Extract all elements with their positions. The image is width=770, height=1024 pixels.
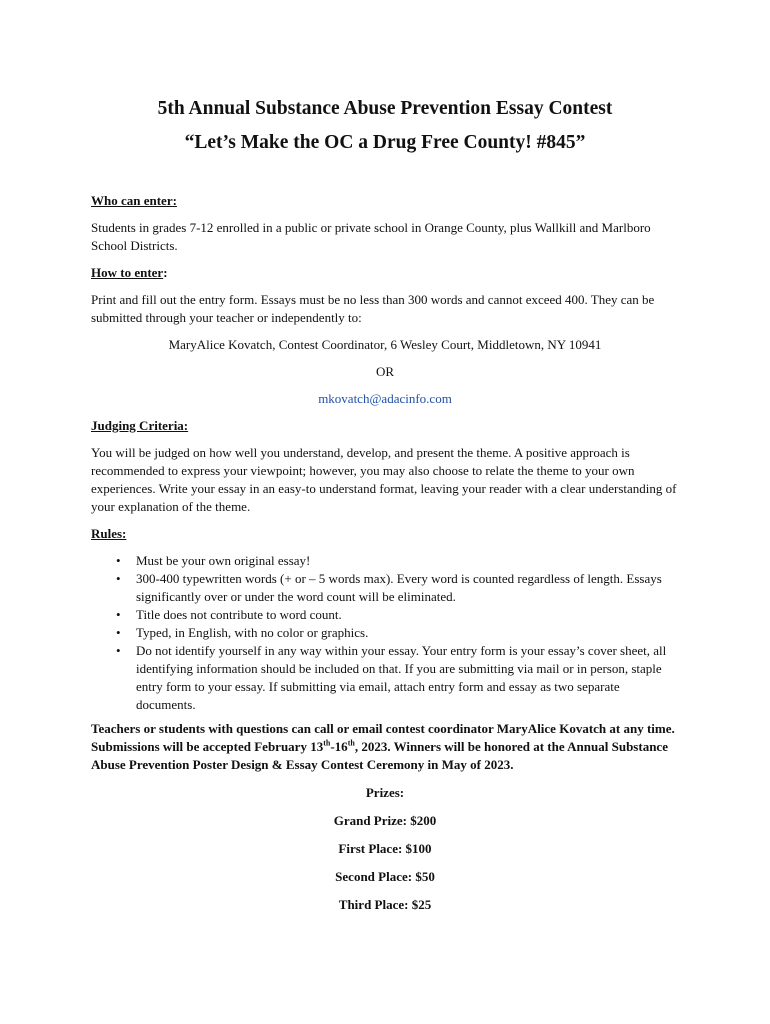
notice-part-2: -16 [330,739,348,754]
bullet-icon: • [116,643,121,658]
list-item [91,606,679,624]
judging-criteria-heading: Judging Criteria: [91,418,189,433]
bullet-icon: • [116,625,121,640]
grand-prize: Grand Prize: $200 [333,813,437,828]
notice-part-1: Teachers or students with questions can call or email contest coordinator MaryAlice Kovatch at any time. Submissions will be accepted February 13 [91,721,675,754]
second-place: Second Place: $50 [335,869,435,884]
list-item [91,552,679,570]
document-page [91,92,679,924]
rule-text: Do not identify yourself in any way within your essay. Your entry form is your essay’s cover sheet, all identifying information should be included on that. If you are submitting via mail or in person, staple entry form to your essay. If submitting via email, attach entry form and essay as two separate documents. [136,643,667,712]
rules-list [91,552,679,714]
bullet-icon: • [116,607,121,622]
prizes-section [91,784,679,914]
who-can-enter-heading [91,192,679,210]
contact-notice [91,720,679,774]
rules-section [91,525,679,714]
notice-part-3: , 2023. Winners will be honored at the Annual Substance Abuse Prevention Poster Design & Essay Contest Ceremony in May of 2023. [91,739,668,772]
list-item [91,624,679,642]
list-item [91,570,679,606]
email-line [91,390,679,408]
who-heading-colon: : [172,193,177,208]
judging-criteria-section [91,417,679,516]
how-to-enter-text: Print and fill out the entry form. Essays must be no less than 300 words and cannot exceed 400. They can be submitted through your teacher or independently to: [91,292,655,325]
how-heading-colon: : [163,265,168,280]
rule-text: 300-400 typewritten words (+ or – 5 words max). Every word is counted regardless of length. Essays significantly over or under the word count will be eliminated. [136,571,662,604]
rule-text: Typed, in English, with no color or graphics. [136,625,369,640]
how-to-enter-section [91,264,679,408]
rule-text: Must be your own original essay! [136,553,311,568]
judging-criteria-text: You will be judged on how well you understand, develop, and present the theme. A positive approach is recommended to express your viewpoint; however, you may also choose to relate the theme to your own experiences. Write your essay in an easy-to understand format, leaving your reader with a clear understanding of your explanation of the theme. [91,445,677,514]
contest-title: 5th Annual Substance Abuse Prevention Essay Contest [157,98,613,119]
contest-subtitle: “Let’s Make the OC a Drug Free County! #845” [184,132,586,153]
who-can-enter-section [91,192,679,255]
rule-text: Title does not contribute to word count. [136,607,342,622]
list-item [91,642,679,714]
email-link[interactable]: mkovatch@adacinfo.com [318,391,452,406]
prizes-heading: Prizes: [365,785,405,800]
or-separator: OR [375,364,395,379]
third-place: Third Place: $25 [338,897,432,912]
who-heading-text: Who can enter [91,193,173,208]
who-can-enter-text: Students in grades 7-12 enrolled in a public or private school in Orange County, plus Wallkill and Marlboro School Districts. [91,220,651,253]
how-to-enter-heading [91,264,679,282]
first-place: First Place: $100 [338,841,432,856]
mailing-address: MaryAlice Kovatch, Contest Coordinator, 6 Wesley Court, Middletown, NY 10941 [168,337,602,352]
rules-heading: Rules: [91,526,127,541]
bullet-icon: • [116,553,121,568]
bullet-icon: • [116,571,121,586]
how-heading-text: How to enter [91,265,164,280]
notice-sup-2: th [347,738,355,748]
notice-sup-1: th [323,738,331,748]
